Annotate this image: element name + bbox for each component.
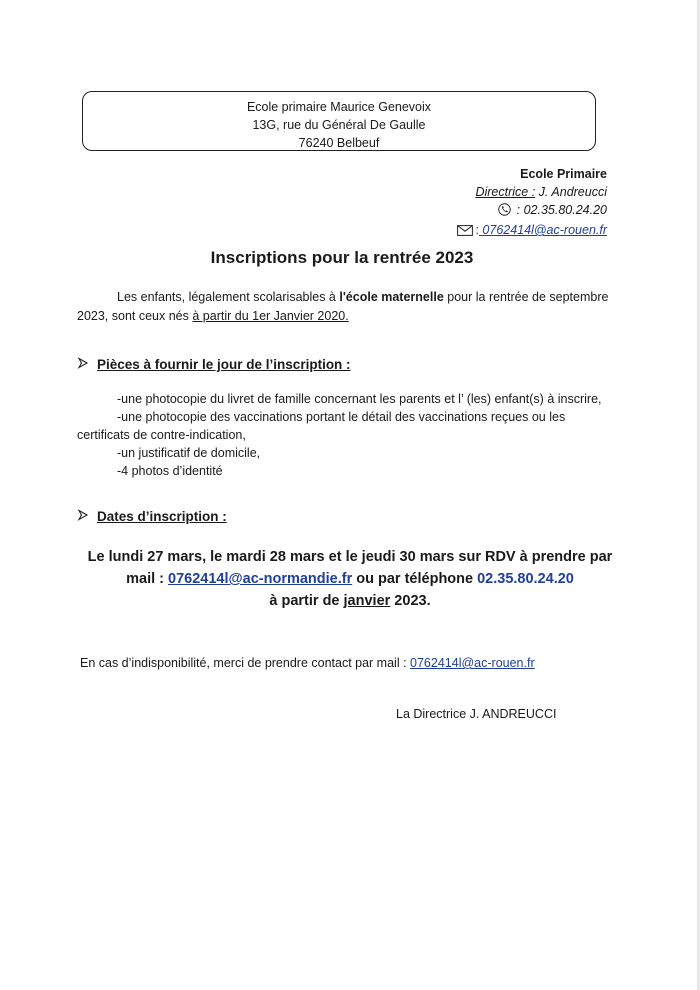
envelope-icon <box>457 223 473 241</box>
pieces-heading <box>77 357 351 372</box>
dates-block <box>60 546 640 612</box>
dates-mail-prefix: mail : <box>126 571 169 587</box>
dates-phone: 02.35.80.24.20 <box>477 571 574 587</box>
dates-heading-text: Dates d’inscription : <box>97 509 227 524</box>
mail-separator: : <box>475 223 479 237</box>
page-title: Inscriptions pour la rentrée 2023 <box>210 248 474 267</box>
address-box <box>82 91 596 151</box>
dates-line-2 <box>60 568 640 590</box>
pieces-list <box>77 390 617 480</box>
list-item: -une photocopie des vaccinations portant le détail des vaccinations reçues ou les <box>117 410 566 424</box>
intro-text-2: pour la rentrée de septembre 2023, sont ceux nés <box>77 290 609 323</box>
pieces-heading-text: Pièces à fournir le jour de l’inscription : <box>97 357 351 372</box>
dates-line-3-prefix: à partir de <box>269 593 344 609</box>
signature: La Directrice J. ANDREUCCI <box>396 707 557 721</box>
fallback-email-link[interactable]: 0762414l@ac-rouen.fr <box>410 656 535 670</box>
address-line-3: 76240 Belbeuf <box>298 136 380 150</box>
dates-phone-prefix: ou par téléphone <box>352 571 478 587</box>
fallback-text: En cas d’indisponibilité, merci de prendre contact par mail : <box>80 656 411 670</box>
phone-icon <box>498 203 511 221</box>
director-name: J. Andreucci <box>535 185 607 199</box>
dates-heading <box>77 509 227 524</box>
list-item: -4 photos d’identité <box>117 464 223 478</box>
arrow-bullet-icon <box>77 357 97 372</box>
dates-line-1: Le lundi 27 mars, le mardi 28 mars et le jeudi 30 mars sur RDV à prendre par <box>87 549 613 565</box>
list-item: certificats de contre-indication, <box>77 428 246 442</box>
arrow-bullet-icon <box>77 509 97 524</box>
contact-email-link[interactable]: 0762414l@ac-rouen.fr <box>478 223 607 237</box>
list-item: -une photocopie du livret de famille concernant les parents et l’ (les) enfant(s) à inscrire, <box>117 392 602 406</box>
dates-month: janvier <box>343 593 391 609</box>
dates-email-link[interactable]: 0762414l@ac-normandie.fr <box>168 571 353 587</box>
list-item: -un justificatif de domicile, <box>117 446 261 460</box>
intro-text-1: Les enfants, légalement scolarisables à <box>117 290 340 304</box>
intro-date: à partir du 1er Janvier 2020. <box>192 309 349 323</box>
contact-block <box>347 165 607 241</box>
intro-paragraph <box>77 288 617 326</box>
address-line-2: 13G, rue du Général De Gaulle <box>252 118 426 132</box>
fallback-contact <box>80 656 640 670</box>
school-label: Ecole Primaire <box>520 167 607 181</box>
phone-number: : 02.35.80.24.20 <box>513 203 607 217</box>
dates-line-3-suffix: 2023. <box>390 593 431 609</box>
director-label: Directrice : <box>475 185 536 199</box>
dates-line-3 <box>60 590 640 612</box>
intro-school-type: l'école maternelle <box>339 290 444 304</box>
address-line-1: Ecole primaire Maurice Genevoix <box>246 100 432 114</box>
